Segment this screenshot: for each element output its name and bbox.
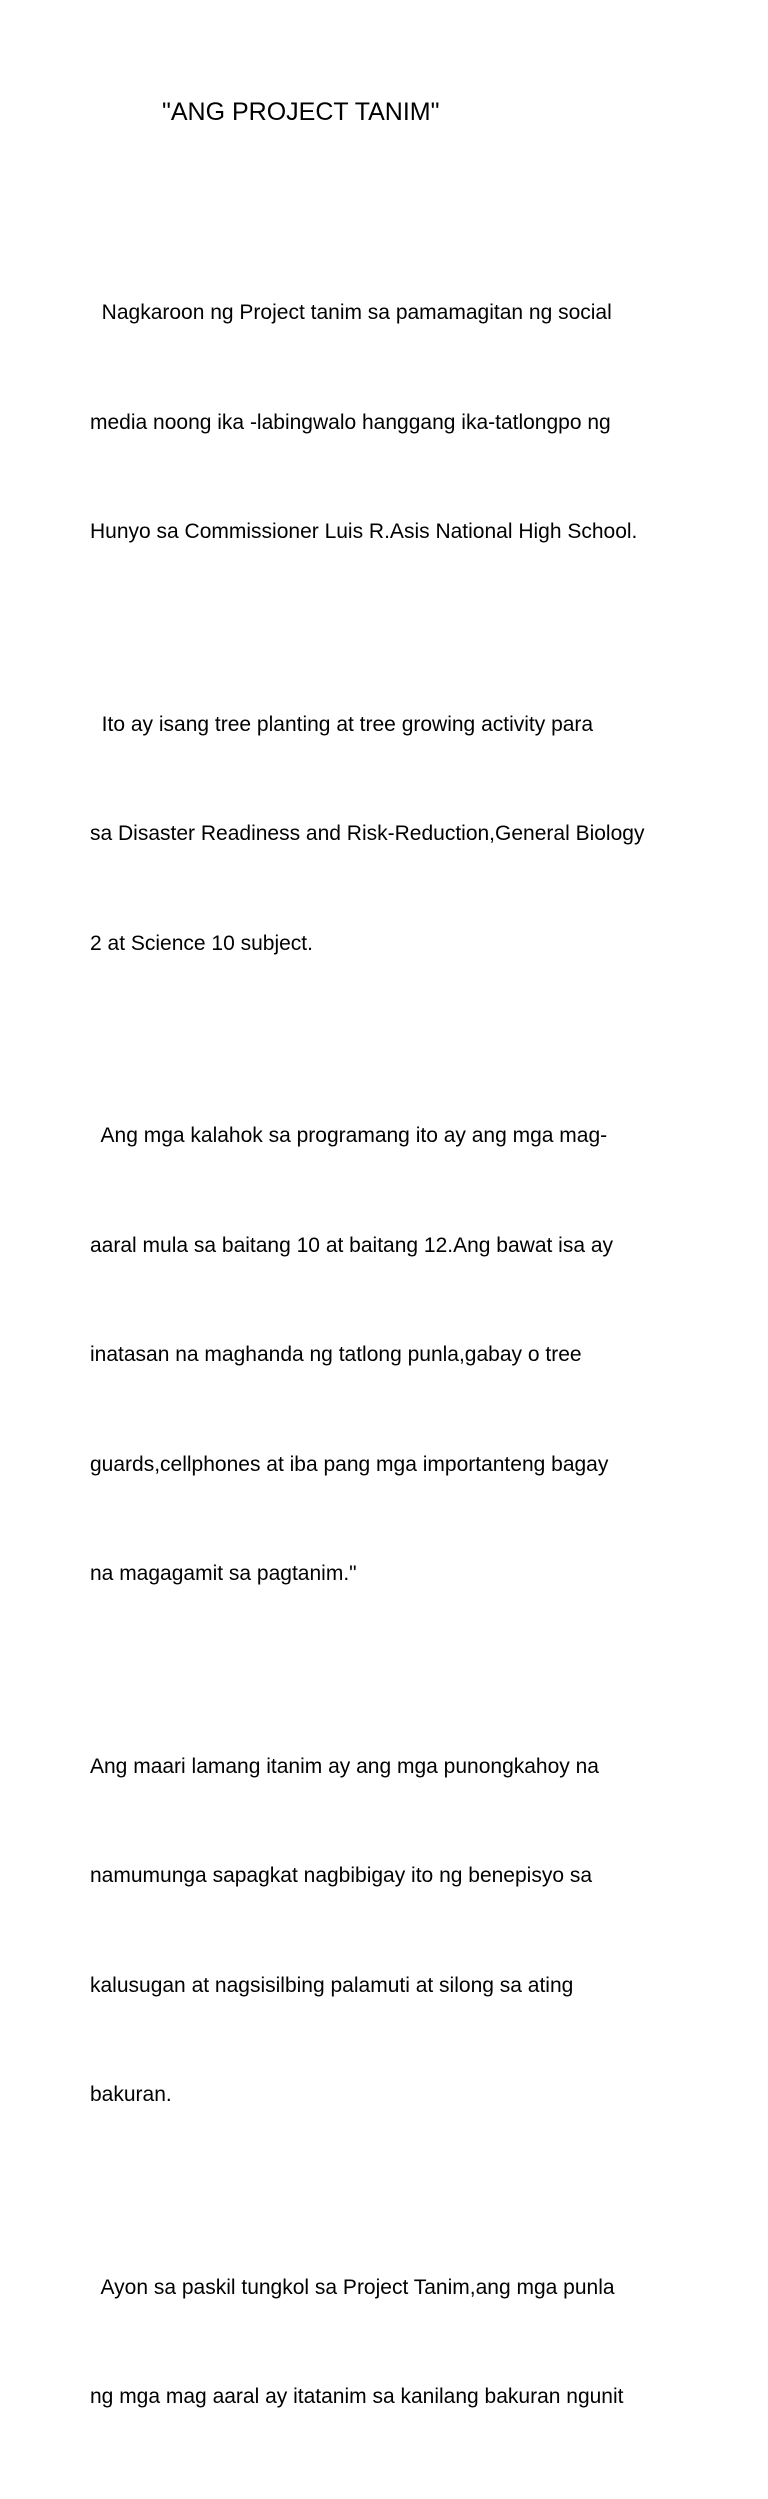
paragraph-3 [90,1045,690,1666]
paragraph-line: sa Disaster Readiness and Risk-Reduction,General Biology [90,822,645,845]
paragraph-line: media noong ika -labingwalo hanggang ika-tatlongpo ng [90,410,611,434]
paragraph-line: Hunyo sa Commissioner Luis R.Asis National High School. [90,520,638,543]
paragraph-line: Ito ay isang tree planting at tree growing activity para [90,712,594,736]
document-body [90,222,690,2499]
paragraph-line: na magagamit sa pagtanim." [90,1562,357,1585]
paragraph-line: inatasan na maghanda ng tatlong punla,gabay o tree [90,1343,582,1366]
paragraph-line: Nagkaroon ng Project tanim sa pamamagitan ng social [90,301,612,324]
paragraph-line: namumunga sapagkat nagbibigay ito ng benepisyo sa [90,1864,593,1887]
paragraph-line: 2 at Science 10 subject. [90,931,313,955]
paragraph-line: Ang maari lamang itanim ay ang mga punongkahoy na [90,1754,599,1778]
paragraph-4 [90,1676,690,2187]
paragraph-line: ng mga mag aaral ay itatanim sa kanilang bakuran ngunit [90,2385,624,2408]
paragraph-line: Ayon sa paskil tungkol sa Project Tanim,ang mga punla [90,2275,615,2299]
paragraph-line: kalusugan at nagsisilbing palamuti at silong sa ating [90,1973,574,1997]
paragraph-line: aaral mula sa baitang 10 at baitang 12.Ang bawat isa ay [90,1233,614,1257]
paragraph-line: bakuran. [90,2083,172,2106]
paragraph-2 [90,634,690,1036]
paragraph-1 [90,222,690,624]
paragraph-line: Ang mga kalahok sa programang ito ay ang mga mag- [90,1124,608,1147]
paragraph-5 [90,2197,690,2489]
document-title: "ANG PROJECT TANIM" [162,98,440,126]
paragraph-line: guards,cellphones at iba pang mga importanteng bagay [90,1452,609,1476]
